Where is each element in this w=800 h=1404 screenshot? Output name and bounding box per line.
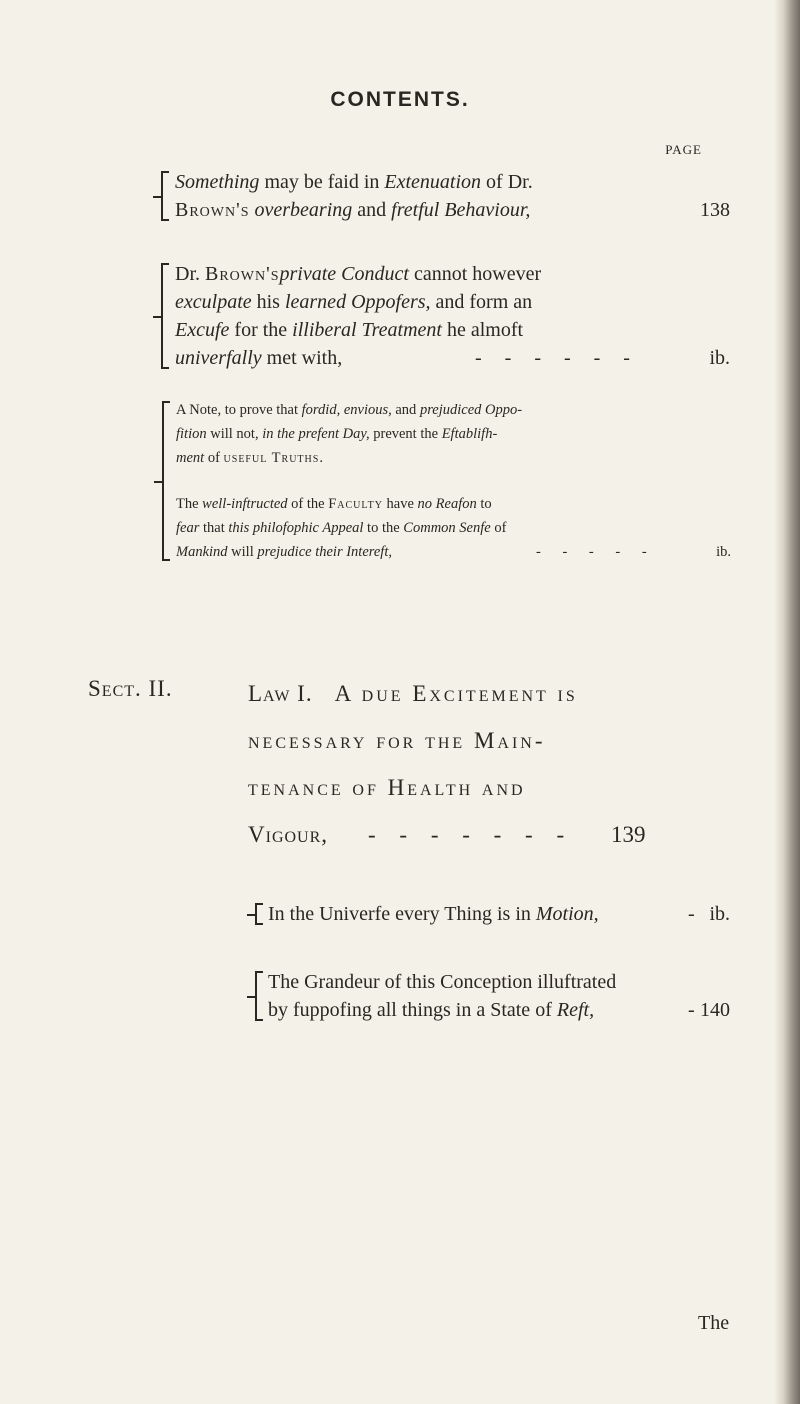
entry-line: The well-inftructed of the Faculty have no Reafon to: [176, 496, 492, 512]
page-number: ib.: [709, 347, 730, 369]
page-number: 140: [700, 999, 730, 1021]
page-number: 139: [611, 822, 646, 847]
entry-line: univerfally met with, - - - - - - ib.: [175, 344, 730, 372]
brace-icon: [255, 971, 265, 1021]
brace-icon: [161, 171, 171, 221]
page-column-label: PAGE: [665, 142, 702, 157]
leader-dots: - - - - - - -: [368, 822, 574, 847]
section-title-line: Law I. A due Excitement is: [248, 681, 578, 706]
leader-dots: -: [688, 999, 695, 1021]
brace-icon: [162, 401, 172, 561]
leader-dots: - - - - -: [536, 544, 656, 560]
entry-line: fear that this philofophic Appeal to the Common Senfe of: [176, 520, 507, 536]
section-title: [248, 676, 646, 864]
entry-line: Dr. Brown'sprivate Conduct cannot however: [175, 263, 542, 285]
leader-dots: - - - - - -: [475, 347, 639, 369]
page-edge-shadow: [774, 0, 800, 1404]
entry-line: In the Univerfe every Thing is in Motion, - ib.: [268, 900, 730, 928]
contents-entry-3-note: [176, 398, 731, 564]
contents-entry-2: [175, 260, 730, 372]
entry-line: ment of useful Truths.: [176, 450, 324, 466]
section-label: Sect. II.: [88, 676, 173, 701]
catchword: The: [698, 1312, 730, 1334]
page-number: ib.: [716, 544, 731, 560]
brace-icon: [255, 903, 265, 925]
page-number: ib.: [709, 903, 730, 925]
contents-entry-1: [175, 168, 730, 224]
entry-line: Excufe for the illiberal Treatment he almoft: [175, 319, 524, 341]
leader-dots: -: [688, 903, 695, 925]
entry-line: Something may be faid in Extenuation of Dr.: [175, 171, 533, 193]
contents-subentry-1: [268, 900, 730, 928]
page-number: 138: [700, 199, 730, 221]
entry-line: Mankind will prejudice their Intereft, - - - - - ib.: [176, 540, 731, 564]
section-title-line: necessary for the Main-: [248, 728, 546, 753]
entry-line: Brown's overbearing and fretful Behaviour, 138: [175, 196, 730, 224]
entry-line: fition will not, in the prefent Day, prevent the Eftablifh-: [176, 426, 498, 442]
entry-line: The Grandeur of this Conception illuftrated: [268, 971, 617, 993]
brace-icon: [161, 263, 171, 369]
page-header: CONTENTS.: [330, 88, 470, 111]
section-title-line: tenance of Health and: [248, 775, 526, 800]
entry-line: A Note, to prove that fordid, envious, and prejudiced Oppo-: [176, 402, 523, 418]
entry-line: by fuppofing all things in a State of Reft, - 140: [268, 996, 730, 1024]
contents-subentry-2: [268, 968, 730, 1024]
entry-line: exculpate his learned Oppofers, and form an: [175, 291, 533, 313]
section-title-line: Vigour, - - - - - - - 139: [248, 817, 578, 864]
